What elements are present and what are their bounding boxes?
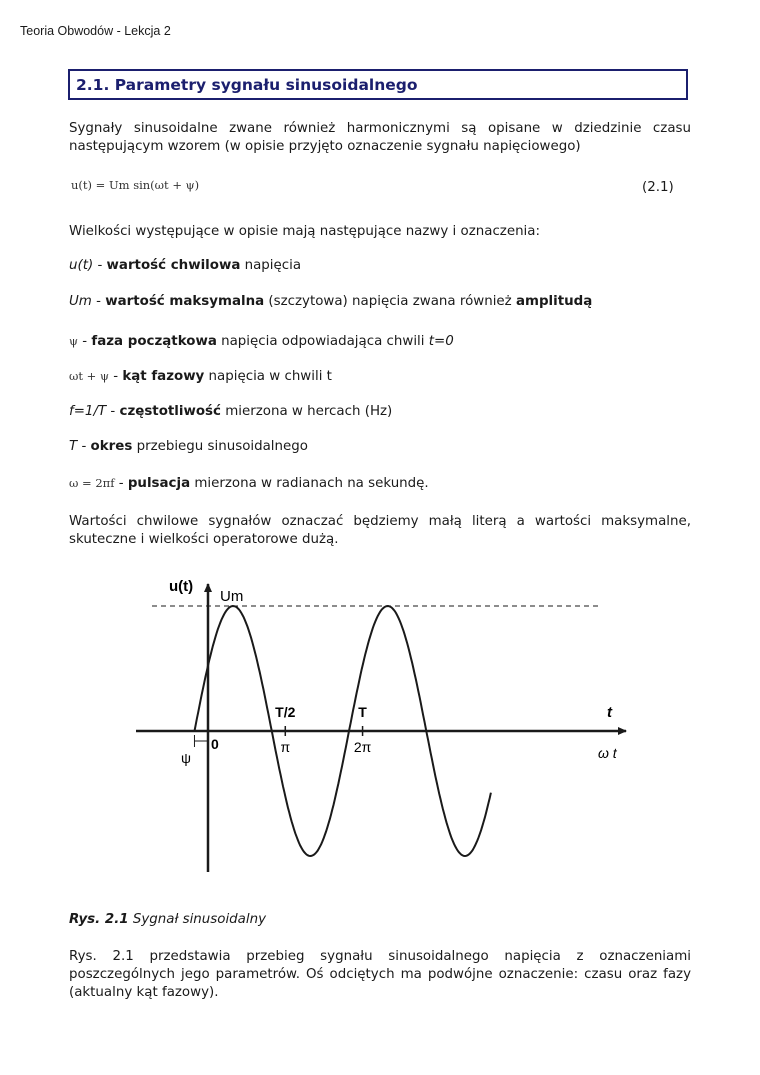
def-symbol: u(t): [69, 258, 94, 273]
pi-label: π: [280, 739, 291, 755]
half-period-label: T/2: [275, 704, 296, 720]
def-phase-angle: [69, 369, 332, 384]
def-symbol: Um: [69, 294, 92, 309]
closing-paragraph: Rys. 2.1 przedstawia przebieg sygnału sinusoidalnego napięcia z oznaczeniami poszczególnych jego parametrów. Oś odciętych ma podwójne oznaczenie: czasu oraz fazy (aktualny kąt fazowy).: [69, 949, 691, 1000]
period-label: T: [358, 704, 367, 720]
def-symbol: ωt + ψ: [69, 369, 109, 383]
def-sep: -: [106, 404, 120, 419]
def-sep: -: [78, 334, 92, 349]
intro-paragraph: Sygnały sinusoidalne zwane również harmonicznymi są opisane w dziedzinie czasu następującym wzorem (w opisie przyjęto oznaczenie sygnału napięciowego): [69, 121, 691, 154]
def-period: [69, 439, 308, 454]
def-term: kąt fazowy: [122, 369, 205, 384]
def-condition: t=0: [428, 334, 454, 349]
two-pi-label: 2π: [353, 739, 372, 755]
y-axis-label: u(t): [169, 578, 194, 595]
list-intro: Wielkości występujące w opisie mają następujące nazwy i oznaczenia:: [69, 224, 540, 239]
omega-t-label: ω t: [598, 745, 617, 761]
amplitude-label: Um: [220, 588, 244, 605]
def-sep: -: [91, 294, 106, 309]
def-term: wartość maksymalna: [105, 294, 265, 309]
document-header: Teoria Obwodów - Lekcja 2: [20, 24, 171, 38]
def-term: okres: [90, 439, 133, 454]
def-symbol: T: [69, 439, 78, 454]
section-title: 2.1. Parametry sygnału sinusoidalnego: [68, 69, 688, 100]
caption-text: Sygnał sinusoidalny: [128, 912, 266, 927]
figure-caption: [69, 912, 266, 927]
def-desc: mierzona w radianach na sekundę.: [190, 476, 429, 491]
def-amplitude: [69, 294, 592, 309]
equation-number: (2.1): [642, 180, 674, 195]
note-paragraph: Wartości chwilowe sygnałów oznaczać będziemy małą literą a wartości maksymalne, skuteczne i wielkości operatorowe dużą.: [69, 514, 691, 547]
def-symbol: f=1/T: [69, 404, 107, 419]
def-desc: (szczytowa) napięcia zwana również: [264, 294, 516, 309]
def-symbol: ψ: [69, 334, 79, 348]
def-term-2: amplitudą: [515, 294, 593, 309]
def-desc: napięcia: [240, 258, 302, 273]
def-sep: -: [93, 258, 107, 273]
def-term: faza początkowa: [91, 334, 217, 349]
t-axis-label: t: [607, 704, 612, 721]
def-pulsation: [69, 476, 429, 491]
equation-formula: u(t) = Um sin(ωt + ψ): [71, 178, 200, 192]
def-term: wartość chwilowa: [106, 258, 241, 273]
def-desc: napięcia odpowiadająca chwili: [216, 334, 429, 349]
def-initial-phase: [69, 334, 454, 349]
origin-label: 0: [211, 736, 219, 752]
def-sep: -: [77, 439, 91, 454]
def-sep: -: [114, 476, 128, 491]
def-term: pulsacja: [127, 476, 191, 491]
def-frequency: [69, 404, 392, 419]
caption-label: Rys. 2.1: [69, 912, 129, 927]
def-desc: napięcia w chwili t: [204, 369, 332, 384]
def-sep: -: [108, 369, 123, 384]
def-desc: przebiegu sinusoidalnego: [132, 439, 308, 454]
sine-figure: [0, 560, 760, 900]
def-desc: mierzona w hercach (Hz): [220, 404, 393, 419]
def-symbol: ω = 2πf: [69, 476, 115, 490]
def-instantaneous: [69, 258, 301, 273]
def-term: częstotliwość: [119, 404, 221, 419]
psi-label: ψ: [181, 750, 191, 766]
